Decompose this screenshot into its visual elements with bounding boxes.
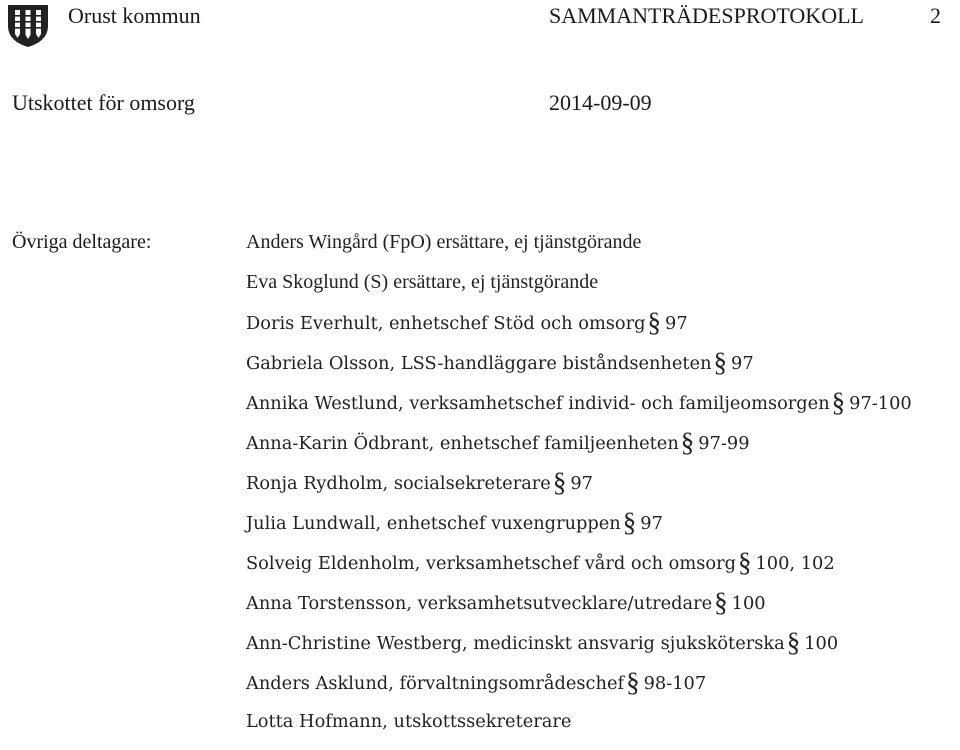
attendee-row <box>246 587 912 630</box>
document-type: SAMMANTRÄDESPROTOKOLL <box>549 3 864 28</box>
attendee-sections: 97 <box>731 353 754 374</box>
attendee-description: Anders Wingård (FpO) ersättare, ej tjänstgörande <box>246 231 642 253</box>
section-symbol-icon: § <box>622 507 637 537</box>
meeting-date: 2014-09-09 <box>549 90 652 115</box>
section-symbol-icon: § <box>737 547 752 577</box>
attendee-sections: 97 <box>570 473 593 494</box>
attendee-sections: 97 <box>640 513 663 534</box>
attendee-row <box>246 387 912 430</box>
section-label-other-participants: Övriga deltagare: <box>12 231 152 253</box>
attendee-row <box>246 627 912 670</box>
attendee-sections: 97-100 <box>849 393 912 414</box>
attendee-description: Solveig Eldenholm, verksamhetschef vård och omsorg <box>246 553 736 574</box>
attendee-description: Anna Torstensson, verksamhetsutvecklare/utredare <box>246 593 713 614</box>
attendee-description: Anna-Karin Ödbrant, enhetschef familjeenheten <box>246 433 679 454</box>
attendee-description: Gabriela Olsson, LSS-handläggare biståndsenheten <box>246 353 712 374</box>
attendee-row <box>246 710 912 750</box>
municipal-coat-of-arms-icon <box>4 2 52 48</box>
attendee-sections: 97-99 <box>698 433 750 454</box>
section-symbol-icon: § <box>831 387 846 417</box>
attendee-row <box>246 270 912 310</box>
attendee-description: Ronja Rydholm, socialsekreterare <box>246 473 551 494</box>
section-symbol-icon: § <box>680 427 695 457</box>
section-symbol-icon: § <box>786 627 801 657</box>
attendee-description: Lotta Hofmann, utskottssekreterare <box>246 711 572 732</box>
attendee-sections: 98-107 <box>643 673 707 694</box>
section-symbol-icon: § <box>626 667 640 697</box>
attendee-sections: 100 <box>804 633 839 654</box>
attendee-description: Julia Lundwall, enhetschef vuxengruppen <box>246 513 621 534</box>
committee-name: Utskottet för omsorg <box>12 90 195 115</box>
attendee-sections: 97 <box>665 313 688 334</box>
attendee-row <box>246 347 912 390</box>
attendee-row <box>246 307 912 350</box>
attendee-row <box>246 467 912 510</box>
attendee-description: Ann-Christine Westberg, medicinskt ansvarig sjuksköterska <box>246 633 785 654</box>
attendee-sections: 100, 102 <box>755 553 835 574</box>
attendee-description: Annika Westlund, verksamhetschef individ- och familjeomsorgen <box>246 393 830 414</box>
attendee-description: Anders Asklund, förvaltningsområdeschef <box>246 673 625 694</box>
attendee-row <box>246 667 912 710</box>
attendee-description: Eva Skoglund (S) ersättare, ej tjänstgörande <box>246 271 599 293</box>
attendee-list <box>246 230 912 750</box>
section-symbol-icon: § <box>552 467 567 497</box>
attendee-description: Doris Everhult, enhetschef Stöd och omsorg <box>246 313 646 334</box>
section-symbol-icon: § <box>714 587 728 617</box>
section-symbol-icon: § <box>713 347 728 377</box>
attendee-row <box>246 230 912 270</box>
organization-name: Orust kommun <box>68 3 201 28</box>
attendee-sections: 100 <box>731 593 766 614</box>
attendee-row <box>246 427 912 470</box>
attendee-row <box>246 507 912 550</box>
page-number: 2 <box>930 3 941 28</box>
attendee-row <box>246 547 912 590</box>
section-symbol-icon: § <box>647 307 662 337</box>
